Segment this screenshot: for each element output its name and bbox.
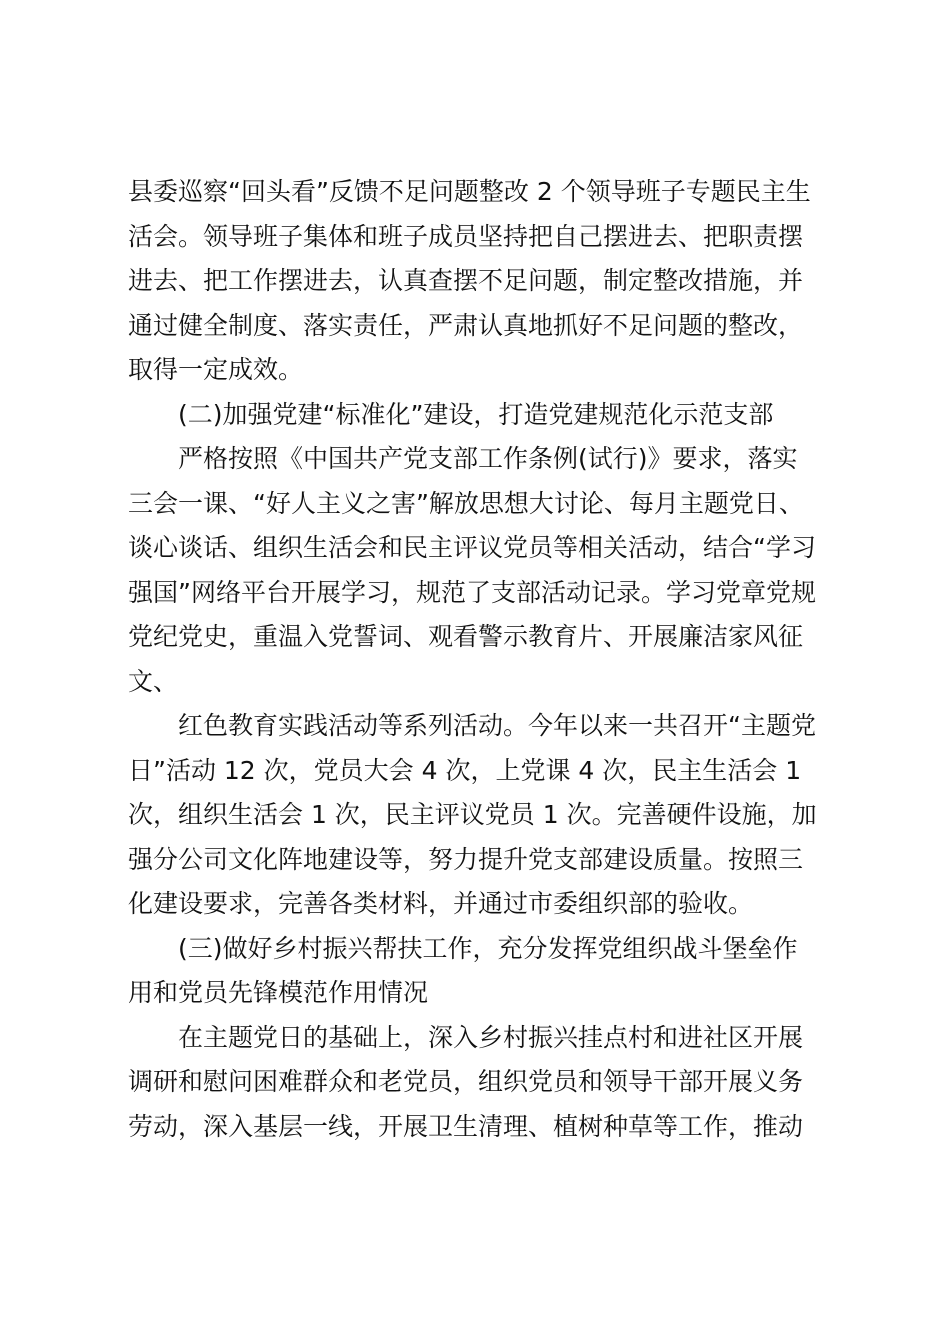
text-line: (二)加强党建“标准化”建设，打造党建规范化示范支部 [178,399,774,429]
text-line: 党纪党史，重温入党誓词、观看警示教育片、开展廉洁家风征 [128,622,804,651]
text-line: 调研和慰问困难群众和老党员，组织党员和领导干部开展义务 [128,1067,804,1096]
text-line: (三)做好乡村振兴帮扶工作，充分发挥党组织战斗堡垒作 [178,933,798,963]
text-line: 取得一定成效。 [128,355,304,384]
text-line: 日”活动 12 次，党员大会 4 次，上党课 4 次，民主生活会 1 [128,755,802,785]
text-line: 次，组织生活会 1 次，民主评议党员 1 次。完善硬件设施，加 [128,800,817,829]
text-line: 活会。领导班子集体和班子成员坚持把自己摆进去、把职责摆 [128,221,804,251]
text-line: 劳动，深入基层一线，开展卫生清理、植树种草等工作，推动 [128,1111,804,1141]
document-body [128,170,828,1149]
text-line: 强分公司文化阵地建设等，努力提升党支部建设质量。按照三 [128,844,804,874]
text-line: 强国”网络平台开展学习，规范了支部活动记录。学习党章党规 [128,577,816,607]
text-line: 通过健全制度、落实责任，严肃认真地抓好不足问题的整改， [128,310,804,340]
text-line: 进去、把工作摆进去，认真查摆不足问题，制定整改措施，并 [128,266,804,295]
text-line: 化建设要求，完善各类材料，并通过市委组织部的验收。 [128,889,754,918]
text-line: 在主题党日的基础上，深入乡村振兴挂点村和进社区开展 [178,1022,804,1052]
text-line: 县委巡察“回头看”反馈不足问题整改 2 个领导班子专题民主生 [128,177,811,206]
text-line: 三会一课、“好人主义之害”解放思想大讨论、每月主题党日、 [128,488,804,518]
text-line: 谈心谈话、组织生活会和民主评议党员等相关活动，结合“学习 [128,533,816,562]
text-line: 红色教育实践活动等系列活动。今年以来一共召开“主题党 [178,711,816,740]
text-line: 文、 [128,666,179,696]
text-line: 严格按照《中国共产党支部工作条例(试行)》要求，落实 [178,444,798,473]
text-line: 用和党员先锋模范作用情况 [128,978,429,1007]
